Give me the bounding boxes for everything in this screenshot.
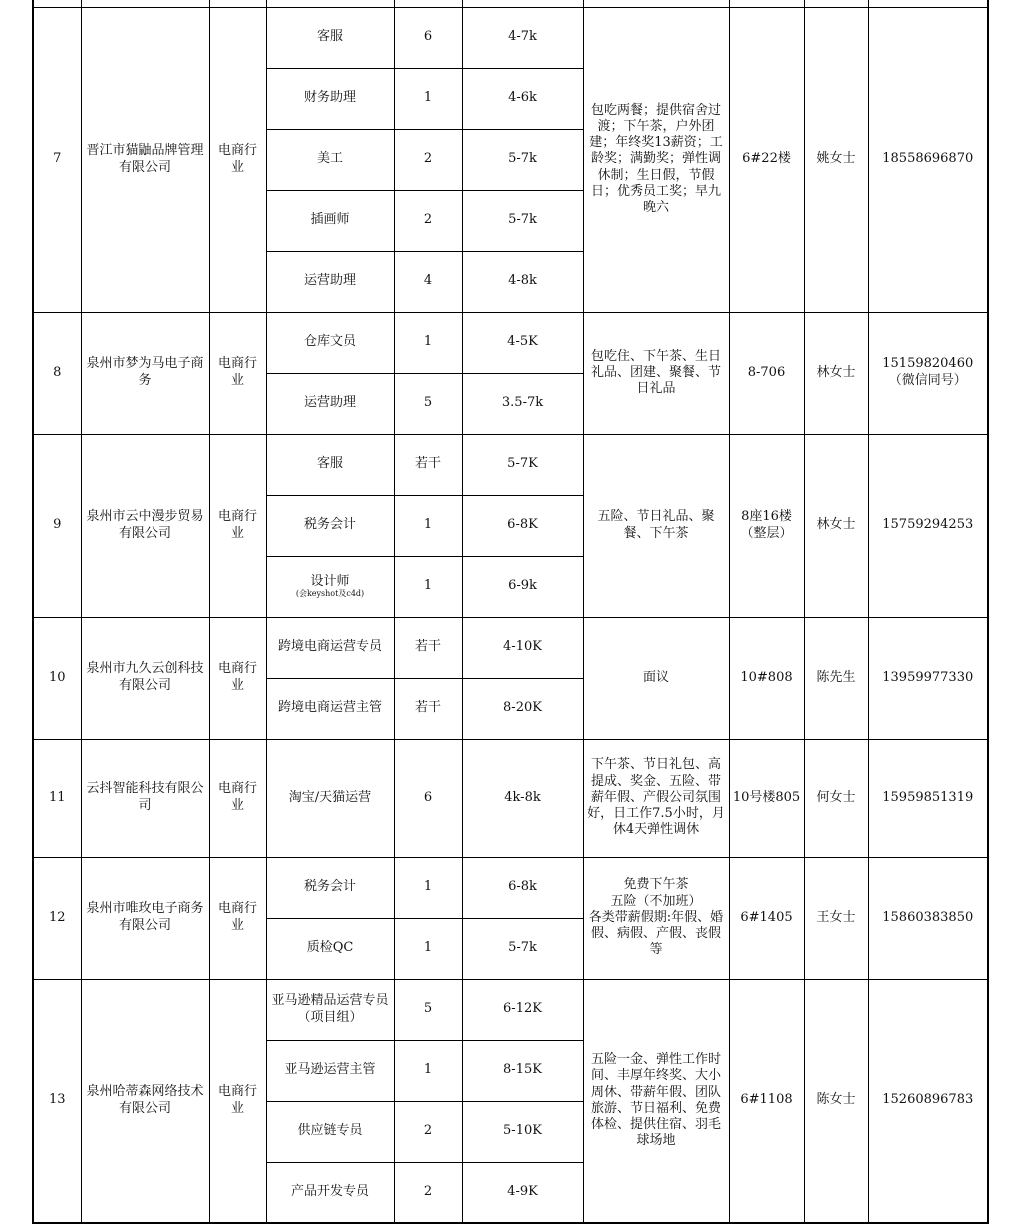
salary-range: 8-20K <box>462 678 583 739</box>
industry: 电商行业 <box>209 7 266 312</box>
office-address: 8-706 <box>729 312 804 434</box>
position-title <box>266 373 394 434</box>
cropped-cell <box>583 0 729 7</box>
position-title-text: 插画师 <box>310 212 350 228</box>
salary-range: 5-7k <box>462 918 583 979</box>
headcount: 2 <box>394 1162 462 1223</box>
headcount: 1 <box>394 556 462 617</box>
benefits: 包吃两餐；提供宿舍过渡；下午茶，户外团建；年终奖13薪资；工龄奖；满勤奖；弹性调休制；生日假，节假日；优秀员工奖；早九晚六 <box>583 7 729 312</box>
cropped-cell <box>804 0 868 7</box>
company-name: 泉州市唯玫电子商务有限公司 <box>81 857 209 979</box>
industry: 电商行业 <box>209 434 266 617</box>
position-title-text: 客服 <box>316 29 343 45</box>
phone-number: 18558696870 <box>868 7 988 312</box>
position-title-text: 税务会计 <box>303 879 356 895</box>
headcount: 1 <box>394 68 462 129</box>
headcount: 若干 <box>394 617 462 678</box>
cropped-cell <box>81 0 209 7</box>
row-number: 7 <box>33 7 81 312</box>
headcount: 6 <box>394 739 462 857</box>
position-title <box>266 918 394 979</box>
position-title-text: 税务会计 <box>303 517 356 533</box>
row-number: 9 <box>33 434 81 617</box>
phone-number: 15959851319 <box>868 739 988 857</box>
office-address: 10#808 <box>729 617 804 739</box>
position-title-text: 跨境电商运营专员 <box>277 639 382 655</box>
headcount: 1 <box>394 495 462 556</box>
salary-range: 8-15K <box>462 1040 583 1101</box>
office-address: 6#22楼 <box>729 7 804 312</box>
position-title-text: 产品开发专员 <box>290 1183 369 1199</box>
position-title <box>266 678 394 739</box>
company-name: 泉州市梦为马电子商务 <box>81 312 209 434</box>
position-title <box>266 190 394 251</box>
phone-number: 15860383850 <box>868 857 988 979</box>
headcount: 5 <box>394 373 462 434</box>
position-title-text: 运营助理 <box>303 395 356 411</box>
headcount: 4 <box>394 251 462 312</box>
row-number: 13 <box>33 979 81 1223</box>
headcount: 1 <box>394 857 462 918</box>
position-title-text: 亚马逊精品运营专员（项目组） <box>271 992 389 1025</box>
headcount: 若干 <box>394 678 462 739</box>
company-name: 晋江市猫鼬品牌管理有限公司 <box>81 7 209 312</box>
salary-range: 4-6k <box>462 68 583 129</box>
office-address: 6#1405 <box>729 857 804 979</box>
row-number: 10 <box>33 617 81 739</box>
benefits: 下午茶、节日礼包、高提成、奖金、五险、带薪年假、产假公司氛围好，日工作7.5小时，月休4天弹性调休 <box>583 739 729 857</box>
position-title-text: 跨境电商运营主管 <box>277 700 382 716</box>
company-name: 泉州市云中漫步贸易有限公司 <box>81 434 209 617</box>
phone-number: 15759294253 <box>868 434 988 617</box>
position-note: (会keyshot及c4d) <box>295 589 365 599</box>
position-title-text: 供应链专员 <box>297 1123 363 1139</box>
contact-person: 何女士 <box>804 739 868 857</box>
job-listings-table <box>32 0 989 1224</box>
headcount: 2 <box>394 129 462 190</box>
headcount: 1 <box>394 918 462 979</box>
industry: 电商行业 <box>209 739 266 857</box>
contact-person: 陈先生 <box>804 617 868 739</box>
position-title-text: 运营助理 <box>303 273 356 289</box>
salary-range: 3.5-7k <box>462 373 583 434</box>
industry: 电商行业 <box>209 312 266 434</box>
benefits: 五险一金、弹性工作时间、丰厚年终奖、大小周休、带薪年假、团队旅游、节日福利、免费体检、提供住宿、羽毛球场地 <box>583 979 729 1223</box>
row-number: 11 <box>33 739 81 857</box>
salary-range: 6-8K <box>462 495 583 556</box>
position-title <box>266 1162 394 1223</box>
position-title-text: 美工 <box>316 151 343 167</box>
position-title <box>266 434 394 495</box>
table-row <box>33 312 988 373</box>
position-title <box>266 7 394 68</box>
cropped-cell <box>33 0 81 7</box>
cropped-cell <box>729 0 804 7</box>
contact-person: 陈女士 <box>804 979 868 1223</box>
position-title-text: 亚马逊运营主管 <box>284 1062 376 1078</box>
contact-person: 林女士 <box>804 312 868 434</box>
salary-range: 6-9k <box>462 556 583 617</box>
cropped-cell <box>462 0 583 7</box>
salary-range: 5-7K <box>462 434 583 495</box>
office-address: 6#1108 <box>729 979 804 1223</box>
table-row <box>33 617 988 678</box>
benefits: 包吃住、下午茶、生日礼品、团建、聚餐、节日礼品 <box>583 312 729 434</box>
position-title-text: 淘宝/天猫运营 <box>288 789 372 805</box>
salary-range: 5-7k <box>462 129 583 190</box>
industry: 电商行业 <box>209 857 266 979</box>
benefits: 面议 <box>583 617 729 739</box>
position-title-text: 仓库文员 <box>303 334 356 350</box>
salary-range: 6-8k <box>462 857 583 918</box>
salary-range: 5-10K <box>462 1101 583 1162</box>
salary-range: 4-8k <box>462 251 583 312</box>
position-title-text: 客服 <box>316 456 343 472</box>
headcount: 1 <box>394 312 462 373</box>
position-title <box>266 617 394 678</box>
position-title <box>266 739 394 857</box>
headcount: 若干 <box>394 434 462 495</box>
headcount: 5 <box>394 979 462 1040</box>
cropped-cell <box>209 0 266 7</box>
table-row <box>33 739 988 857</box>
benefits: 五险、节日礼品、聚餐、下午茶 <box>583 434 729 617</box>
position-title <box>266 857 394 918</box>
cropped-cell <box>868 0 988 7</box>
position-title <box>266 1101 394 1162</box>
position-title <box>266 495 394 556</box>
salary-range: 6-12K <box>462 979 583 1040</box>
headcount: 2 <box>394 190 462 251</box>
phone-number: 13959977330 <box>868 617 988 739</box>
position-title <box>266 129 394 190</box>
table-row <box>33 979 988 1040</box>
position-title-text: 设计师 <box>310 573 350 589</box>
headcount: 1 <box>394 1040 462 1101</box>
salary-range: 5-7k <box>462 190 583 251</box>
table-row <box>33 7 988 68</box>
phone-number: 15159820460（微信同号） <box>868 312 988 434</box>
position-title <box>266 68 394 129</box>
cropped-cell <box>266 0 394 7</box>
position-title <box>266 556 394 617</box>
phone-number: 15260896783 <box>868 979 988 1223</box>
position-title <box>266 979 394 1040</box>
contact-person: 姚女士 <box>804 7 868 312</box>
salary-range: 4k-8k <box>462 739 583 857</box>
position-title <box>266 1040 394 1101</box>
company-name: 泉州市九久云创科技有限公司 <box>81 617 209 739</box>
table-row <box>33 857 988 918</box>
industry: 电商行业 <box>209 979 266 1223</box>
company-name: 泉州哈蒂森网络技术有限公司 <box>81 979 209 1223</box>
benefits: 免费下午茶 五险（不加班） 各类带薪假期:年假、婚假、病假、产假、丧假等 <box>583 857 729 979</box>
headcount: 2 <box>394 1101 462 1162</box>
position-title <box>266 251 394 312</box>
headcount: 6 <box>394 7 462 68</box>
contact-person: 林女士 <box>804 434 868 617</box>
office-address: 10号楼805 <box>729 739 804 857</box>
industry: 电商行业 <box>209 617 266 739</box>
office-address: 8座16楼（整层） <box>729 434 804 617</box>
table-row <box>33 0 988 7</box>
table-row <box>33 434 988 495</box>
contact-person: 王女士 <box>804 857 868 979</box>
position-title <box>266 312 394 373</box>
salary-range: 4-5K <box>462 312 583 373</box>
position-title-text: 质检QC <box>306 940 354 956</box>
salary-range: 4-9K <box>462 1162 583 1223</box>
position-title-text: 财务助理 <box>303 90 356 106</box>
cropped-cell <box>394 0 462 7</box>
company-name: 云抖智能科技有限公司 <box>81 739 209 857</box>
row-number: 8 <box>33 312 81 434</box>
salary-range: 4-10K <box>462 617 583 678</box>
salary-range: 4-7k <box>462 7 583 68</box>
row-number: 12 <box>33 857 81 979</box>
